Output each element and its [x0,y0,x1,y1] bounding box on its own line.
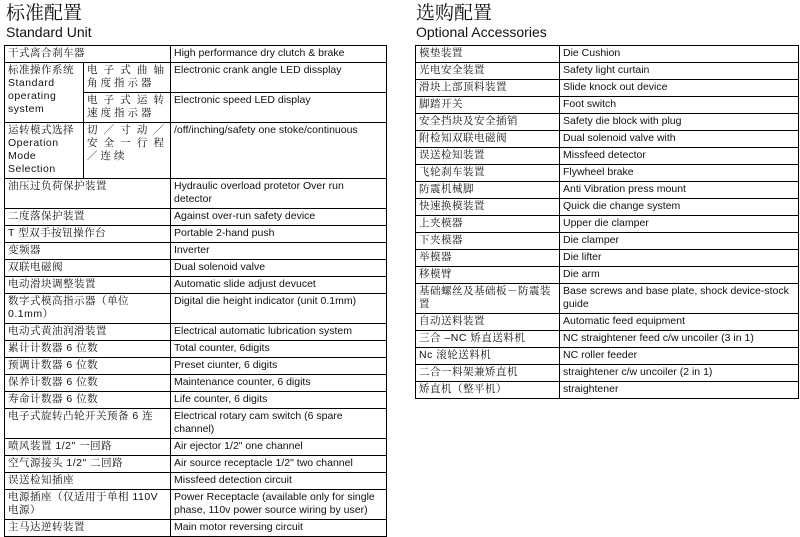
item-name-en: Safety die block with plug [560,114,799,131]
item-name-cn: 喷风装置 1/2" 一回路 [5,439,171,456]
item-name-cn: 自动送料装置 [416,314,560,331]
item-name-en: Electronic crank angle LED dissplay [171,63,387,93]
item-name-cn: 切／寸动／安全一行程／连续 [84,123,171,179]
item-name-en: Main motor reversing circuit [171,520,387,537]
table-row [5,358,387,375]
table-row [416,63,799,80]
item-name-en: Base screws and base plate, shock device-stock guide [560,284,799,314]
item-name-cn: 附检知双联电磁阀 [416,131,560,148]
item-name-cn: 模垫装置 [416,46,560,63]
item-name-cn: 电动式黄油润滑装置 [5,324,171,341]
table-row [416,148,799,165]
table-row [416,284,799,314]
group-label [5,63,84,123]
item-name-cn: 干式离合刹车器 [5,46,171,63]
item-name-cn: 二合一料架兼矫直机 [416,365,560,382]
item-name-cn: 双联电磁阀 [5,260,171,277]
item-name-en: Upper die clamper [560,216,799,233]
item-name-cn: T 型双手按钮操作台 [5,226,171,243]
item-name-cn: 累计计数器 6 位数 [5,341,171,358]
table-row [5,277,387,294]
item-name-en: Missfeed detector [560,148,799,165]
item-name-cn: 三合 –NC 矫直送料机 [416,331,560,348]
item-name-en: Die Cushion [560,46,799,63]
table-row [5,375,387,392]
item-name-cn: 变频器 [5,243,171,260]
standard-section-header [6,0,92,40]
group-label [5,123,84,179]
item-name-en: NC straightener feed c/w uncoiler (3 in 1) [560,331,799,348]
standard-unit-table [4,45,387,537]
item-name-cn: 光电安全装置 [416,63,560,80]
item-name-cn: 防震机械脚 [416,182,560,199]
item-name-en: Flywheel brake [560,165,799,182]
item-name-en: Preset ciunter, 6 digits [171,358,387,375]
table-row [416,348,799,365]
table-row [416,331,799,348]
table-row [5,341,387,358]
table-row [416,216,799,233]
table-row [416,250,799,267]
item-name-cn: 主马达逆转装置 [5,520,171,537]
item-name-en: Quick die change system [560,199,799,216]
item-name-cn: 误送检知插座 [5,473,171,490]
item-name-cn: 预调计数器 6 位数 [5,358,171,375]
table-row [416,199,799,216]
item-name-cn: 数字式模高指示器（单位0.1mm） [5,294,171,324]
item-name-en: Die arm [560,267,799,284]
item-name-en: Die clamper [560,233,799,250]
table-row [5,439,387,456]
item-name-cn: 滑块上部顶料装置 [416,80,560,97]
table-row [5,46,387,63]
item-name-en: Electrical automatic lubrication system [171,324,387,341]
item-name-cn: 电子式旋转凸轮开关预备 6 连 [5,409,171,439]
table-row [5,324,387,341]
standard-title-en: Standard Unit [6,24,92,40]
table-row [416,365,799,382]
item-name-cn: 电源插座（仅适用于单相 110V 电源） [5,490,171,520]
item-name-en: Air source receptacle 1/2" two channel [171,456,387,473]
table-row [416,267,799,284]
table-row [416,314,799,331]
table-row [416,165,799,182]
table-row [416,80,799,97]
group-label-en: Standard operating system [8,77,57,115]
item-name-en: Total counter, 6digits [171,341,387,358]
item-name-en: Slide knock out device [560,80,799,97]
item-name-cn: 下夹模器 [416,233,560,250]
table-row [416,233,799,250]
table-row [5,260,387,277]
item-name-en: Electrical rotary cam switch (6 spare channel) [171,409,387,439]
item-name-en: straightener [560,382,799,399]
table-row [5,226,387,243]
table-row [5,409,387,439]
item-name-en: Safety light curtain [560,63,799,80]
item-name-en: NC roller feeder [560,348,799,365]
item-name-en: Maintenance counter, 6 digits [171,375,387,392]
group-label-en: Operation Mode Selection [8,137,59,175]
table-row [5,179,387,209]
item-name-cn: 电子式运转速度指示器 [84,93,171,123]
item-name-en: /off/inching/safety one stoke/continuous [171,123,387,179]
table-row [416,382,799,399]
item-name-cn: 寿命计数器 6 位数 [5,392,171,409]
table-row [416,131,799,148]
table-row [5,209,387,226]
item-name-en: Automatic slide adjust devucet [171,277,387,294]
table-row [416,114,799,131]
item-name-en: Die lifter [560,250,799,267]
table-row [416,46,799,63]
item-name-en: Dual solenoid valve with [560,131,799,148]
table-row [5,473,387,490]
table-row [416,182,799,199]
optional-title-en: Optional Accessories [416,24,547,40]
table-row [5,63,387,93]
item-name-cn: 油压过负荷保护装置 [5,179,171,209]
optional-accessories-table [415,45,799,399]
item-name-cn: 飞轮刹车装置 [416,165,560,182]
optional-section-header [416,0,547,40]
item-name-en: Anti Vibration press mount [560,182,799,199]
item-name-cn: 安全挡块及安全插销 [416,114,560,131]
table-row [5,456,387,473]
item-name-en: Hydraulic overload protetor Over run detector [171,179,387,209]
item-name-cn: 电子式曲轴角度指示器 [84,63,171,93]
table-row [5,520,387,537]
item-name-cn: 误送检知装置 [416,148,560,165]
item-name-en: Electronic speed LED display [171,93,387,123]
item-name-cn: 脚踏开关 [416,97,560,114]
item-name-cn: 二度落保护装置 [5,209,171,226]
item-name-cn: 电动滑块调整装置 [5,277,171,294]
item-name-en: Life counter, 6 digits [171,392,387,409]
item-name-en: Digital die height indicator (unit 0.1mm) [171,294,387,324]
table-row [5,123,387,179]
item-name-cn: 保养计数器 6 位数 [5,375,171,392]
table-row [5,294,387,324]
optional-title-cn: 选购配置 [416,2,493,24]
table-row [5,392,387,409]
item-name-en: Power Receptacle (available only for single phase, 110v power source wiring by user) [171,490,387,520]
item-name-cn: 举模器 [416,250,560,267]
item-name-en: straightener c/w uncoiler (2 in 1) [560,365,799,382]
item-name-en: Foot switch [560,97,799,114]
item-name-en: High performance dry clutch & brake [171,46,387,63]
table-row [5,243,387,260]
standard-title-cn: 标准配置 [6,2,83,24]
item-name-en: Against over-run safety device [171,209,387,226]
item-name-en: Inverter [171,243,387,260]
item-name-en: Portable 2-hand push [171,226,387,243]
item-name-cn: 快速换模装置 [416,199,560,216]
table-row [5,490,387,520]
item-name-cn: 空气源接头 1/2" 二回路 [5,456,171,473]
item-name-cn: 矫直机（整平机） [416,382,560,399]
item-name-cn: Nc 滚轮送料机 [416,348,560,365]
item-name-en: Dual solenoid valve [171,260,387,277]
item-name-cn: 基础螺丝及基础板－防震装置 [416,284,560,314]
group-label-cn: 运转模式选择 [8,124,74,136]
item-name-cn: 上夹模器 [416,216,560,233]
table-row [416,97,799,114]
item-name-cn: 移模臂 [416,267,560,284]
item-name-en: Missfeed detection circuit [171,473,387,490]
item-name-en: Air ejector 1/2" one channel [171,439,387,456]
group-label-cn: 标准操作系统 [8,64,74,76]
item-name-en: Automatic feed equipment [560,314,799,331]
